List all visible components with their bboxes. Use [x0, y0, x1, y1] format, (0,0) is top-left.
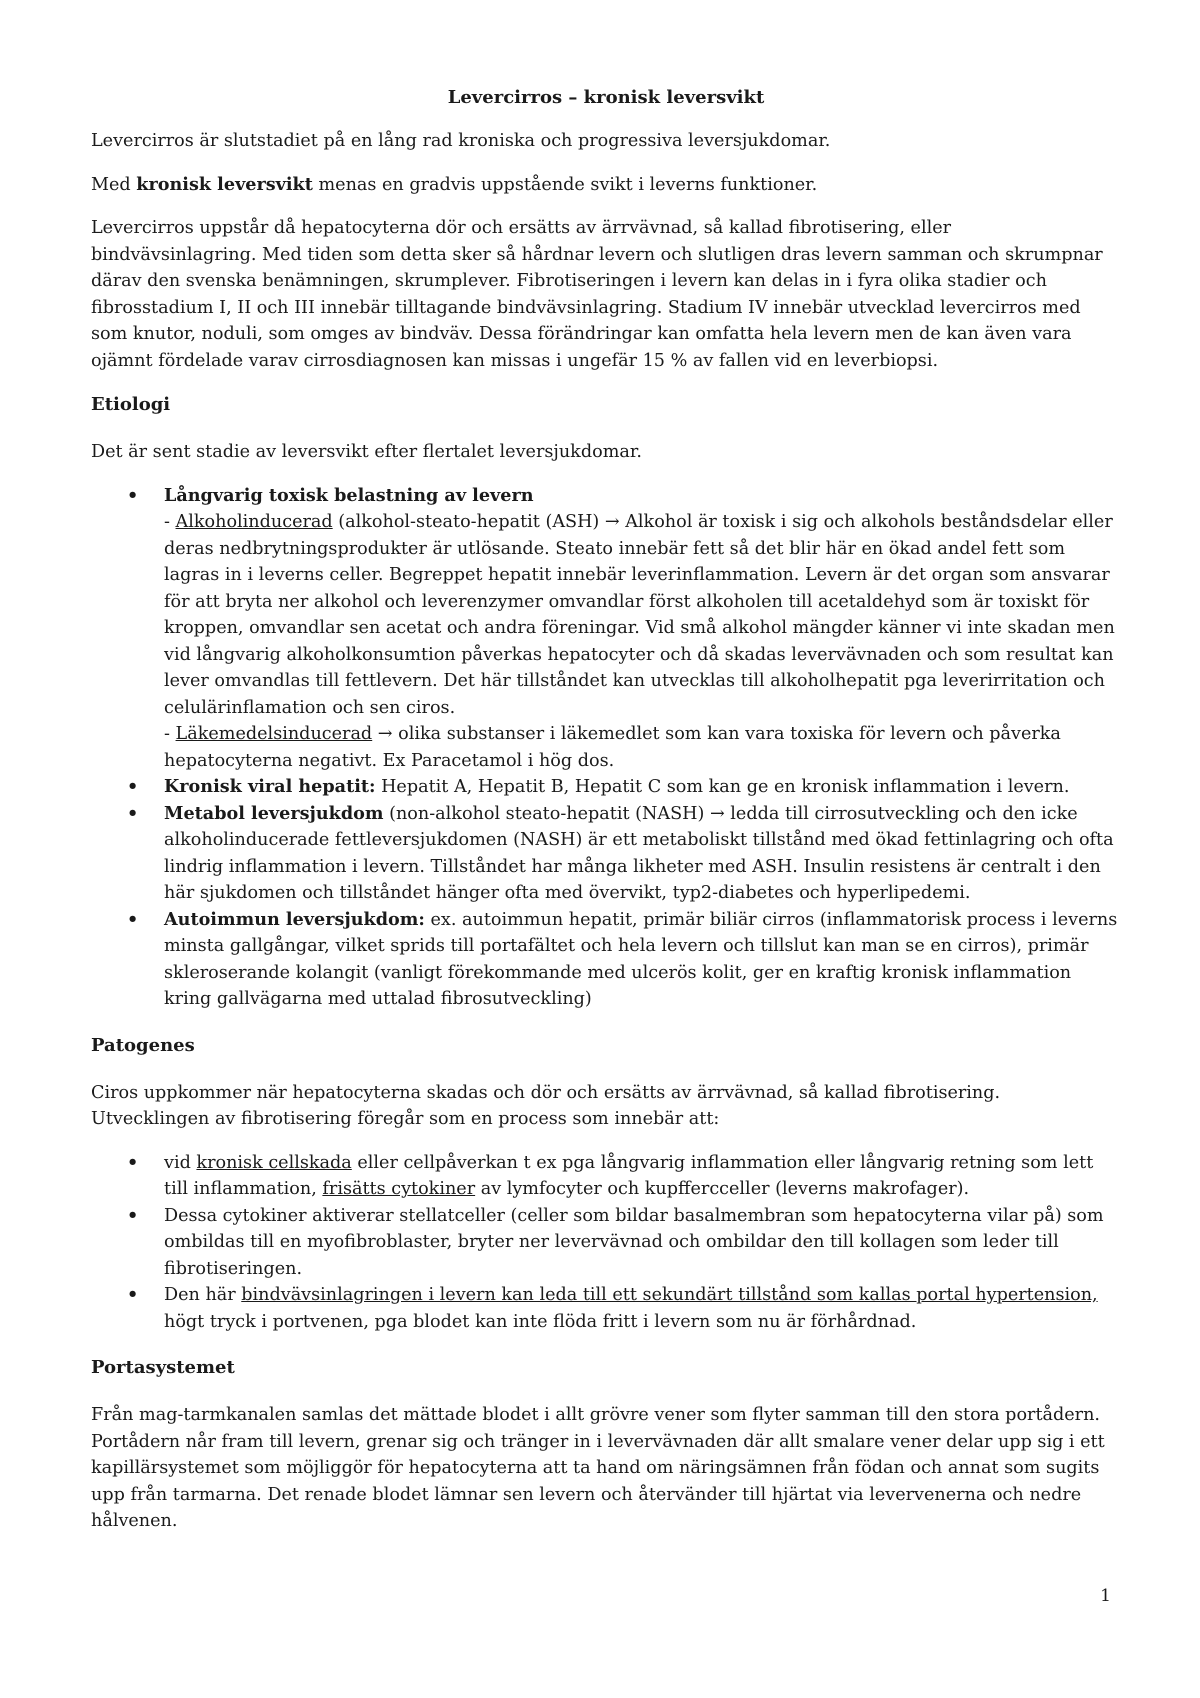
etiologi-list [91, 483, 1121, 1013]
kronisk-cellskada-term: kronisk cellskada [196, 1152, 352, 1173]
patogenes-item-1-a: vid [164, 1152, 197, 1173]
alkoholinducerad-term: Alkoholinducerad [175, 512, 333, 532]
etiologi-item-toxisk-title: Långvarig toxisk belastning av levern [164, 484, 534, 506]
intro-p2-pre: Med [91, 174, 137, 195]
alkoholinducerad-text: (alkohol-steato-hepatit (ASH) → Alkohol är toxisk i sig och alkohols beståndsdelar eller deras nedbrytningsprodukter är utlösande. Steato innebär fett så det blir här en ökad andel fett som lagras in i leverns celler. Begreppet hepatit innebär leverinflammation. Levern är det organ som ansvarar för att bryta ner alkohol och leverenzymer omvandlar först alkoholen till acetaldehyd som är toxiskt för kroppen, omvandlar sen acetat och andra föreningar. Vid små alkohol mängder känner vi inte skadan men vid långvarig alkoholkonsumtion påverkas hepatocyter och då skadas levervävnaden och som resultat kan lever omvandlas till fettlevern. Det här tillståndet kan utvecklas till alkoholhepatit pga leverirritation och celulärinflamation och sen ciros. [164, 512, 1115, 718]
heading-etiologi: Etiologi [91, 394, 171, 415]
patogenes-item-1-c: av lymfocyter och kupffercceller (leverns makrofager). [475, 1179, 970, 1199]
lakemedelsinducerad-term: Läkemedelsinducerad [175, 724, 373, 744]
intro-p2-bold: kronisk leversvikt [136, 173, 313, 195]
patogenes-intro: Ciros uppkommer när hepatocyterna skadas och dör och ersätts av ärrvävnad, så kallad fibrotisering. Utvecklingen av fibrotisering föregår som en process som innebär att: [91, 1082, 1001, 1129]
etiologi-item-viral-title: Kronisk viral hepatit: [164, 776, 376, 797]
frisatts-cytokiner-term: frisätts cytokiner [322, 1179, 476, 1199]
heading-portasystemet: Portasystemet [91, 1357, 235, 1378]
etiologi-item-autoimmun-text: ex. autoimmun hepatit, primär biliär cirros (inflammatorisk process i leverns minsta gallgångar, vilket sprids till portafältet och hela levern och tillslut kan man se en cirros), primär skleroserande kolangit (vanligt förekommande med ulcerös kolit, ger en kraftig kronisk inflammation kring gallvägarna med uttalad fibrosutveckling) [164, 909, 1118, 1009]
etiologi-item-viral-text: Hepatit A, Hepatit B, Hepatit C som kan ge en kronisk inflammation i levern. [375, 777, 1070, 797]
etiologi-item-viral [164, 774, 1121, 801]
dash: - [164, 512, 176, 532]
patogenes-item-2: • Dessa cytokiner aktiverar stellatceller (celler som bildar basalmembran som hepatocyterna vilar på) som ombildas till en myofibroblaster, bryter ner levervävnad och ombildar den till kollagen som leder till fibrotiseringen. [164, 1203, 1121, 1283]
patogenes-item-3 [164, 1282, 1121, 1335]
intro-paragraph-1: Levercirros är slutstadiet på en lång rad kroniska och progressiva leversjukdomar. [91, 131, 831, 151]
intro-p2-post: menas en gradvis uppstående svikt i leverns funktioner. [312, 174, 818, 195]
portal-hypertension-term: bindvävsinlagringen i levern kan leda till ett sekundärt tillstånd som kallas portal hypertension, [241, 1285, 1098, 1305]
portasystemet-paragraph: Från mag-tarmkanalen samlas det mättade blodet i allt grövre vener som flyter samman till den stora portådern. Portådern når fram till levern, grenar sig och tränger in i levervävnaden där allt smalare vener delar upp sig i ett kapillärsystemet som möjliggör för hepatocyterna att ta hand om näringsämnen från födan och annat som sugits upp från tarmarna. Det renade blodet lämnar sen levern och återvänder till hjärtat via levervenerna och nedre hålvenen. [91, 1405, 1105, 1531]
patogenes-item-1 [164, 1150, 1121, 1203]
patogenes-item-3-b: högt tryck i portvenen, pga blodet kan inte flöda fritt i levern som nu är förhårdnad. [164, 1311, 917, 1332]
dash: - [164, 724, 176, 744]
page-number: 1 [1100, 1586, 1111, 1606]
etiologi-item-metabol-title: Metabol leversjukdom [164, 802, 384, 824]
etiologi-item-metabol [164, 801, 1121, 907]
etiologi-item-autoimmun-title: Autoimmun leversjukdom: [164, 908, 425, 930]
etiologi-item-metabol-text: (non-alkohol steato-hepatit (NASH) → ledda till cirrosutveckling och den icke alkoholinducerade fettleversjukdomen (NASH) är ett metaboliskt tillstånd med ökad fettinlagring och ofta lindrig inflammation i levern. Tillståndet har många likheter med ASH. Insulin resistens är centralt i den här sjukdomen och tillståndet hänger ofta med övervikt, typ2-diabetes och hyperlipedemi. [164, 803, 1114, 903]
document-title: Levercirros – kronisk leversvikt [447, 87, 765, 108]
document-page [91, 84, 1121, 1552]
intro-paragraph-3: Levercirros uppstår då hepatocyterna dör och ersätts av ärrvävnad, så kallad fibrotisering, eller bindvävsinlagring. Med tiden som detta sker så hårdnar levern och slutligen dras levern samman och skrumpnar därav den svenska benämningen, skrumplever. Fibrotiseringen i levern kan delas in i fyra olika stadier och fibrosstadium I, II och III innebär tilltagande bindvävsinlagring. Stadium IV innebär utvecklad levercirros med som knutor, noduli, som omges av bindväv. Dessa förändringar kan omfatta hela levern men de kan även vara ojämnt fördelade varav cirrosdiagnosen kan missas i ungefär 15 % av fallen vid en leverbiopsi. [91, 218, 1103, 371]
patogenes-item-3-a: Den här [164, 1285, 242, 1305]
etiologi-item-toxisk [164, 483, 1121, 775]
etiologi-item-autoimmun [164, 907, 1121, 1013]
etiologi-intro: Det är sent stadie av leversvikt efter flertalet leversjukdomar. [91, 442, 642, 462]
heading-patogenes: Patogenes [91, 1034, 195, 1056]
intro-paragraph-2 [91, 172, 1121, 199]
patogenes-list [91, 1150, 1121, 1336]
lakemedelsinducerad-text: → olika substanser i läkemedlet som kan vara toxiska för levern och påverka hepatocyterna negativt. Ex Paracetamol i hög dos. [164, 724, 1061, 771]
patogenes-item-1-b: eller cellpåverkan t ex pga långvarig inflammation eller långvarig retning som lett till inflammation, [164, 1152, 1094, 1199]
